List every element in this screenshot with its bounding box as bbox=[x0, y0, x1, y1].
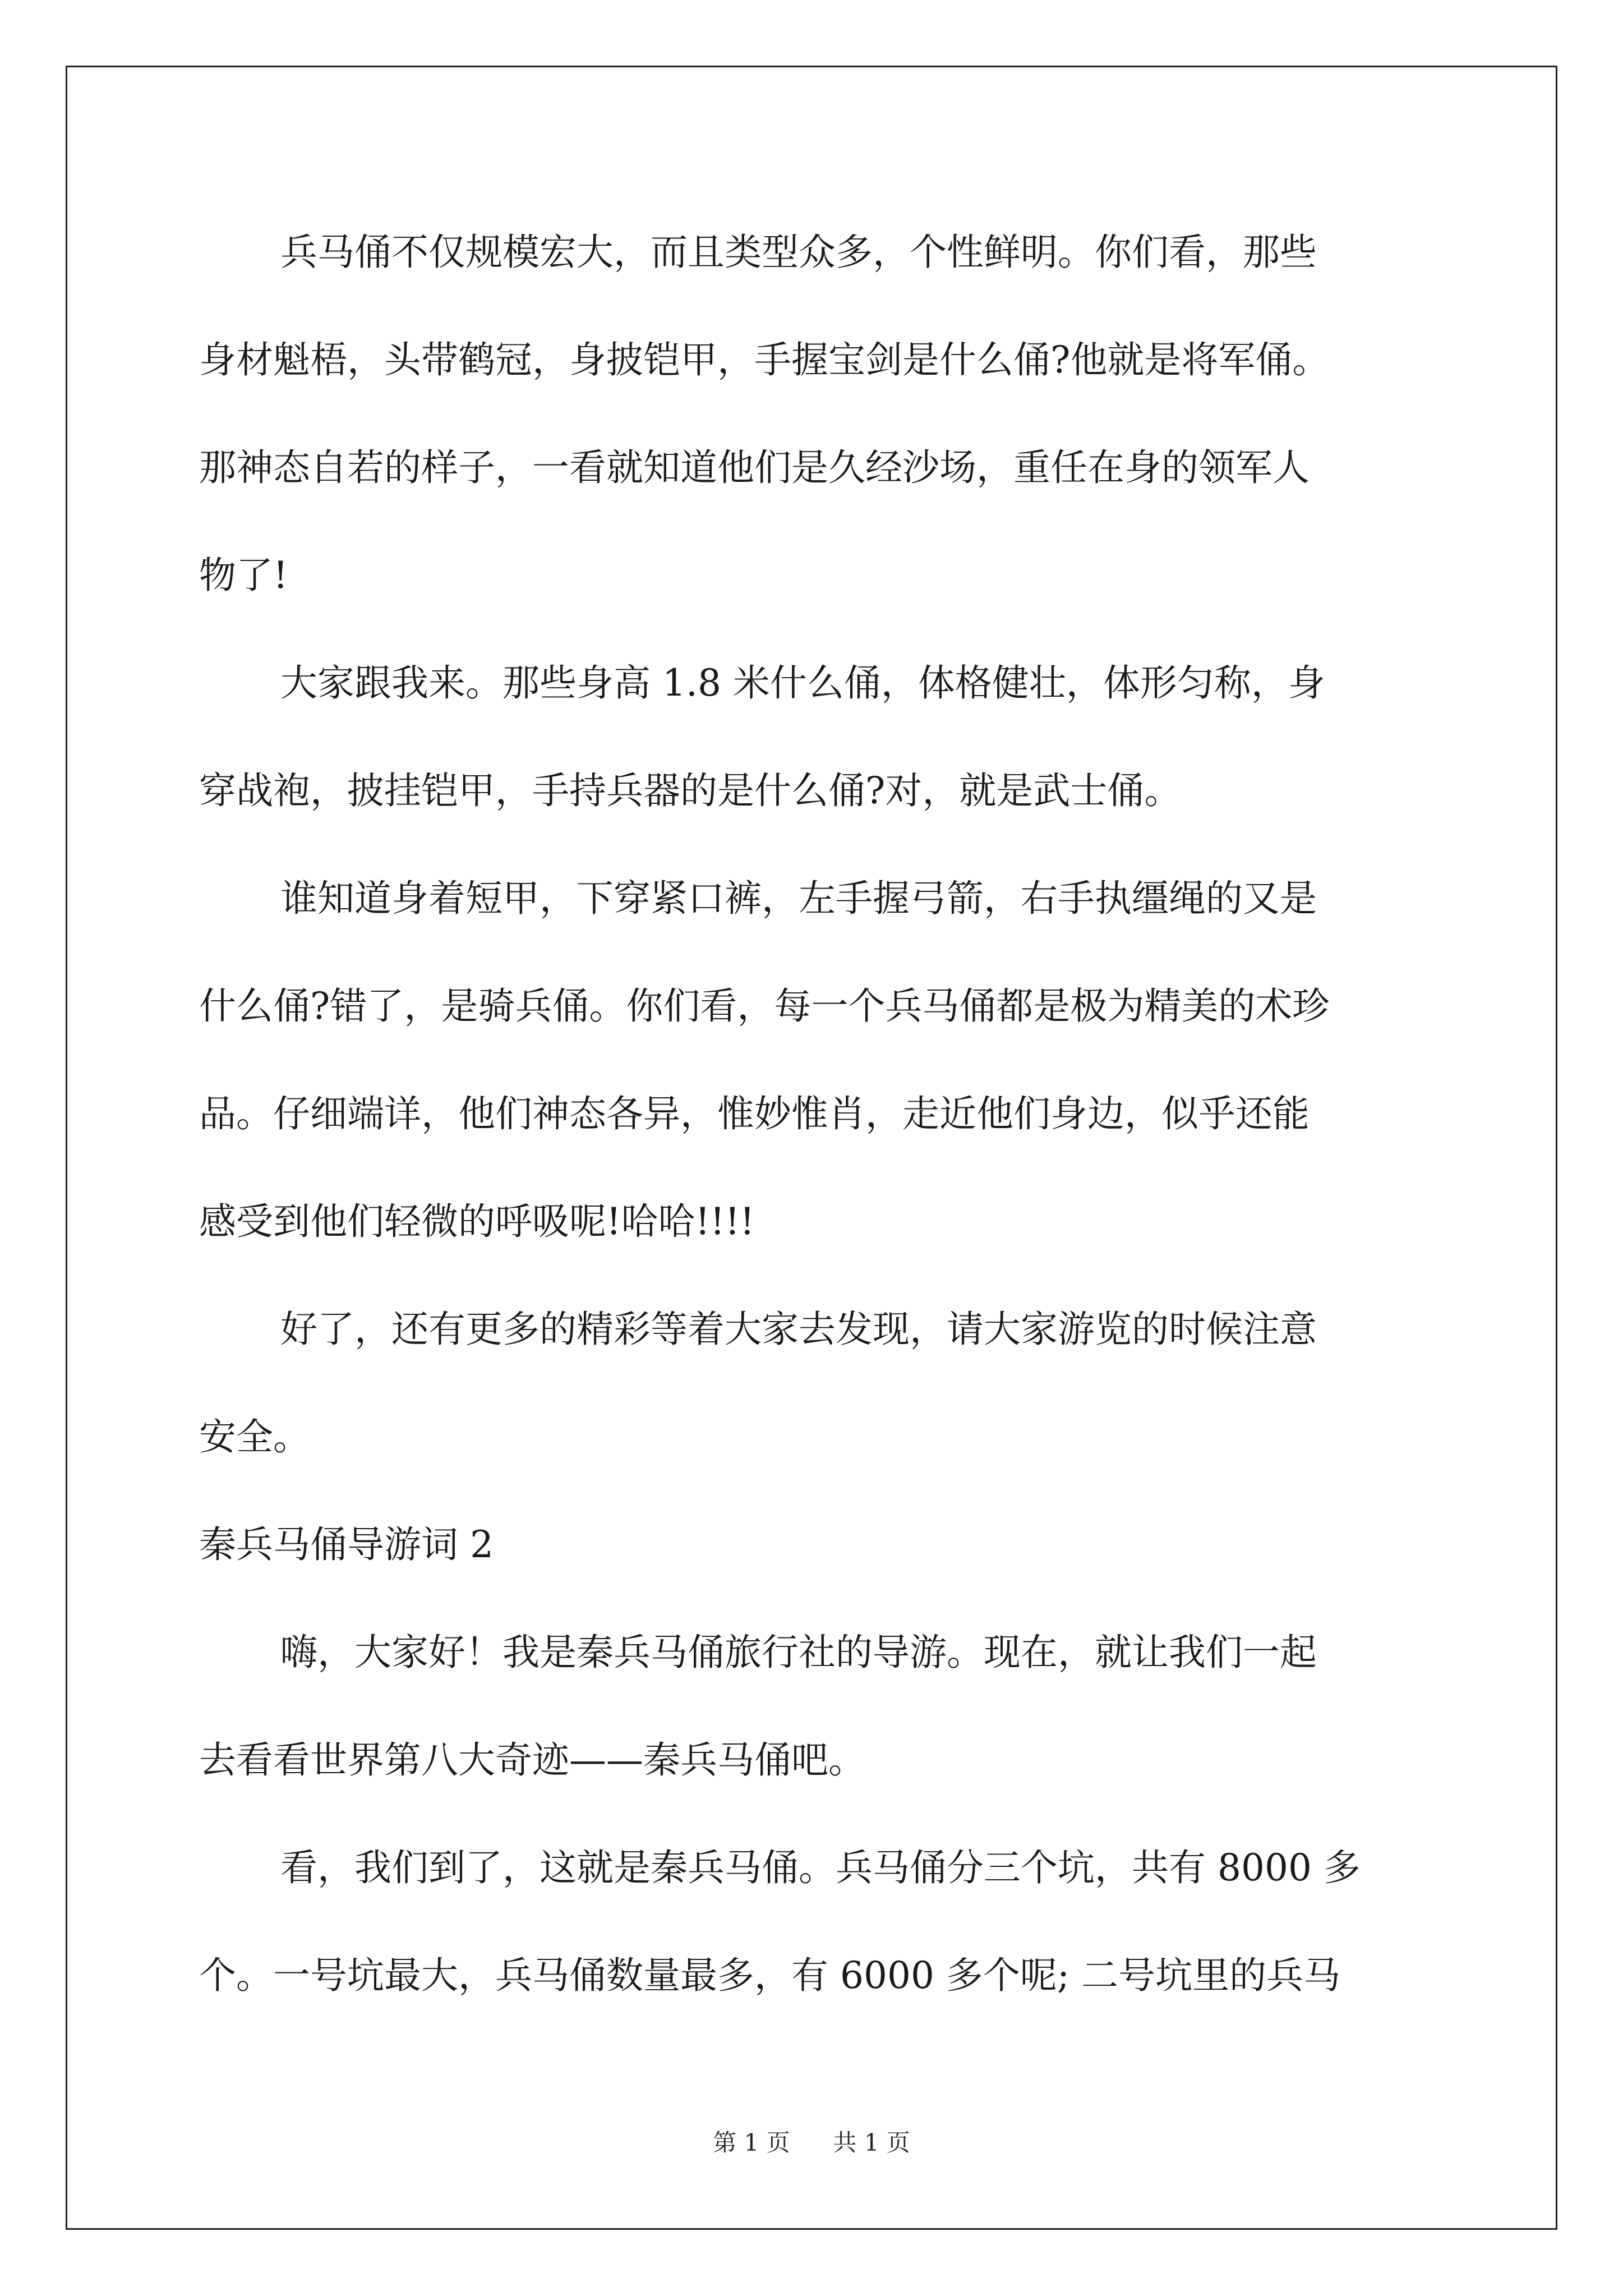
paragraph-line: 身材魁梧，头带鹤冠，身披铠甲，手握宝剑是什么俑?他就是将军俑。 bbox=[199, 338, 1330, 381]
paragraph-line: 去看看世界第八大奇迹——秦兵马俑吧。 bbox=[199, 1738, 865, 1782]
section-title: 秦兵马俑导游词 2 bbox=[199, 1523, 494, 1566]
paragraph-line: 谁知道身着短甲，下穿紧口裤，左手握弓箭，右手执缰绳的又是 bbox=[280, 877, 1317, 920]
paragraph-line: 物了! bbox=[199, 554, 288, 597]
paragraph-line: 好了，还有更多的精彩等着大家去发现，请大家游览的时候注意 bbox=[280, 1308, 1317, 1351]
paragraph-line: 兵马俑不仅规模宏大，而且类型众多，个性鲜明。你们看，那些 bbox=[280, 231, 1317, 274]
paragraph-line: 看，我们到了，这就是秦兵马俑。兵马俑分三个坑，共有 8000 多 bbox=[280, 1846, 1361, 1889]
paragraph-line: 大家跟我来。那些身高 1.8 米什么俑，体格健壮，体形匀称，身 bbox=[280, 661, 1325, 705]
paragraph-line: 感受到他们轻微的呼吸呢!哈哈!!!! bbox=[199, 1200, 755, 1243]
paragraph-line: 个。一号坑最大，兵马俑数量最多，有 6000 多个呢; 二号坑里的兵马 bbox=[199, 1954, 1341, 1997]
paragraph-line: 安全。 bbox=[199, 1415, 310, 1458]
paragraph-line: 那神态自若的样子，一看就知道他们是久经沙场，重任在身的领军人 bbox=[199, 446, 1310, 489]
paragraph-line: 嗨，大家好！我是秦兵马俑旅行社的导游。现在，就让我们一起 bbox=[280, 1631, 1317, 1674]
paragraph-line: 品。仔细端详，他们神态各异，惟妙惟肖，走近他们身边，似乎还能 bbox=[199, 1092, 1310, 1135]
page-footer bbox=[0, 2126, 1623, 2160]
page-number: 第 1 页 bbox=[713, 2129, 790, 2156]
page-total: 共 1 页 bbox=[833, 2129, 910, 2156]
paragraph-line: 穿战袍，披挂铠甲，手持兵器的是什么俑?对，就是武士俑。 bbox=[199, 769, 1182, 812]
paragraph-line: 什么俑?错了，是骑兵俑。你们看，每一个兵马俑都是极为精美的术珍 bbox=[199, 984, 1330, 1028]
